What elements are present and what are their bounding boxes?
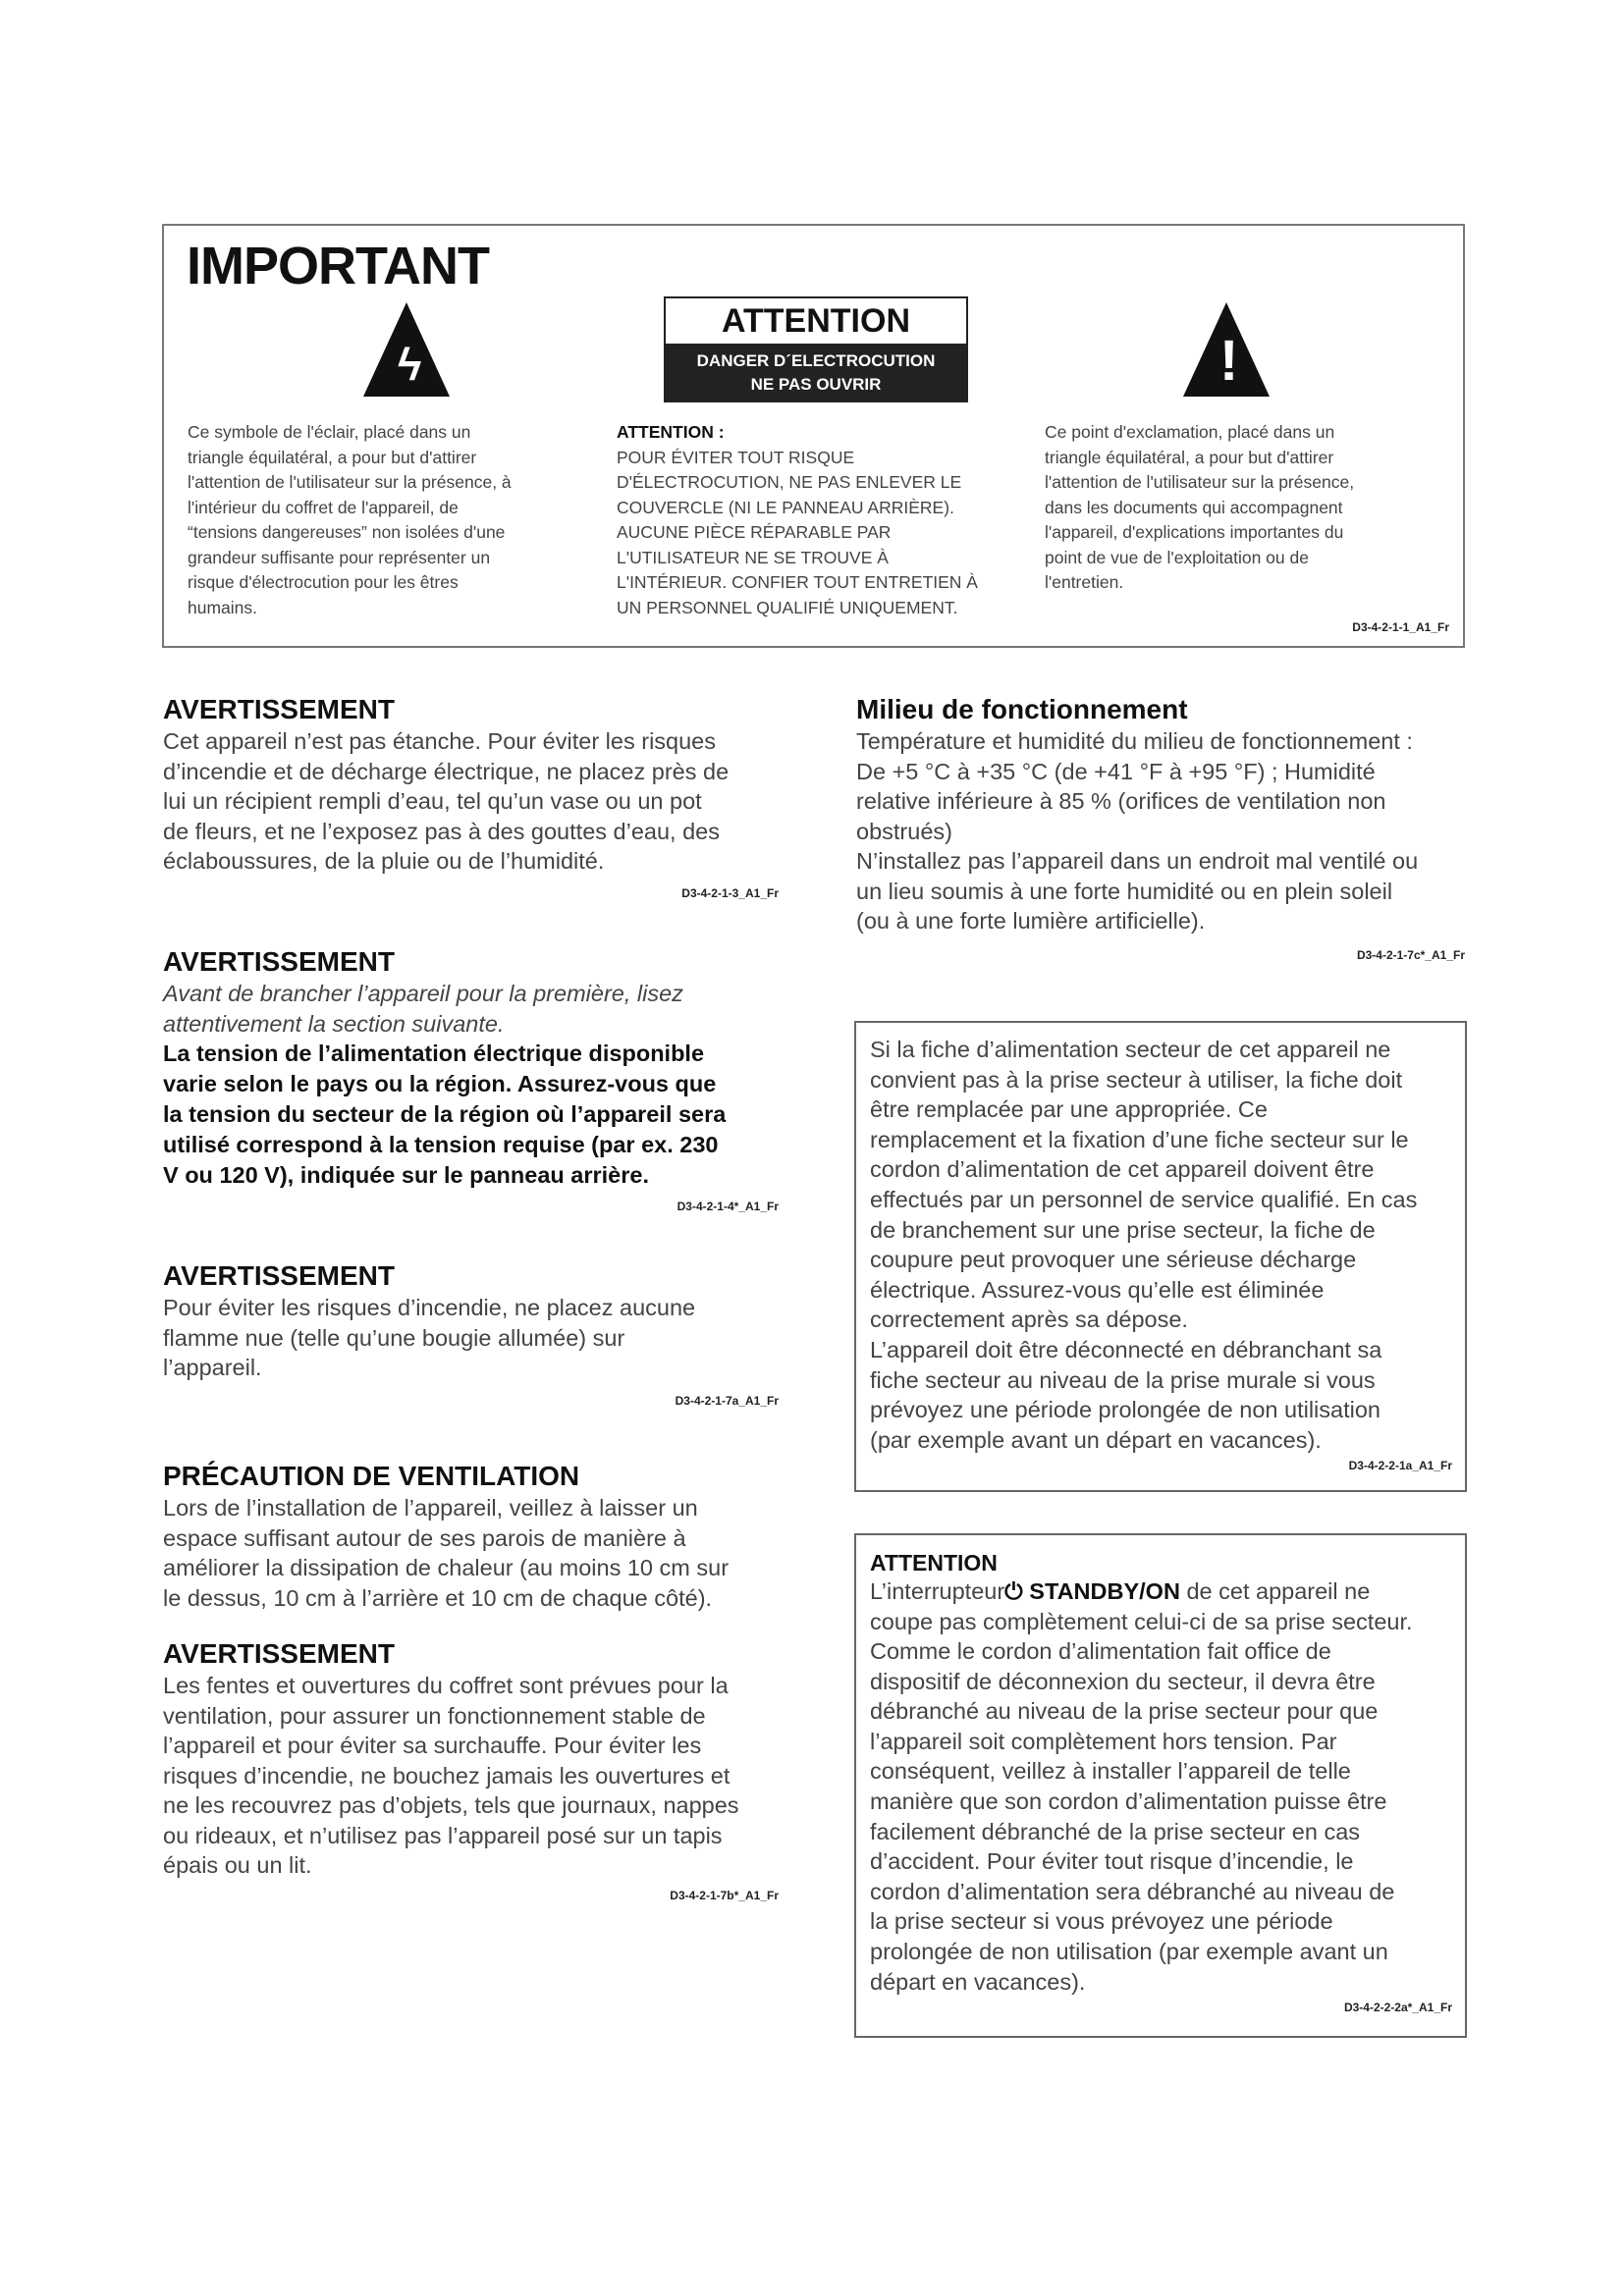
- reference-code: D3-4-2-1-7c*_A1_Fr: [1356, 948, 1465, 962]
- ventilation-section: [163, 1460, 782, 1613]
- box-text: coupe pas complètement celui-ci de sa prise secteur. Comme le cordon d’alimentation fait office de dispositif de déconnexion du secteur, il devra être débranché au niveau de la prise secteur pour que l’appareil soit complètement hors tension. Par conséquent, veillez à installer l’appareil de telle manière que son cordon d’alimentation puisse être facilement débranché de la prise secteur en cas d’accident. Pour éviter tout risque d’incendie, le cordon d’alimentation sera débranché au niveau de la prise secteur si vous prévoyez une période prolongée de non utilisation (par exemple avant un départ en vacances).: [870, 1608, 1413, 1995]
- attention-sign-title: ATTENTION: [666, 298, 966, 344]
- section-text: Les fentes et ouvertures du coffret sont prévues pour la ventilation, pour assurer un fonctionnement stable de l’appareil et pour éviter sa surchauffe. Pour éviter les risques d’incendie, ne bouchez jamais les ouvertures et ne les recouvrez pas d’objets, tels que journaux, nappes ou rideaux, et n’utilisez pas l’appareil posé sur un tapis épais ou un lit.: [163, 1673, 739, 1878]
- box-text-post: de cet appareil ne: [1179, 1578, 1371, 1604]
- attention-sign-subtitle: DANGER D´ELECTROCUTION NE PAS OUVRIR: [666, 344, 966, 400]
- standby-attention-box: [854, 1533, 1467, 2038]
- section-heading: AVERTISSEMENT: [163, 1638, 395, 1669]
- lightning-warning-icon: ϟ: [363, 302, 450, 397]
- box-text-pre: L’interrupteur: [870, 1578, 1005, 1604]
- section-heading: AVERTISSEMENT: [163, 946, 395, 977]
- section-bold-text: La tension de l’alimentation électrique disponible varie selon le pays ou la région. Assurez-vous que la tension du secteur de la région où l’appareil sera utilisé correspond à la tension requise (par ex. 230 V ou 120 V), indiquée sur le panneau arrière.: [163, 1041, 727, 1188]
- standby-on-label: STANDBY/ON: [1029, 1578, 1180, 1604]
- box-first-line: [870, 1576, 1452, 1607]
- warning-section-flame: [163, 1259, 782, 1383]
- reference-code: D3-4-2-1-1_A1_Fr: [1352, 620, 1449, 634]
- attention-heading: ATTENTION :: [617, 422, 725, 442]
- power-icon: ⏻: [1004, 1578, 1030, 1604]
- attention-notice: [617, 420, 978, 620]
- box-heading: ATTENTION: [870, 1550, 998, 1575]
- warning-section-water: [163, 693, 782, 877]
- box-text: Si la fiche d’alimentation secteur de cet appareil ne convient pas à la prise secteur à utiliser, la fiche doit être remplacée par une appropriée. Ce remplacement et la fixation d’une fiche secteur sur le cordon d’alimentation de cet appareil doivent être effectués par un personnel de service qualifié. En cas de branchement sur une prise secteur, la fiche de coupure peut provoquer une sérieuse décharge électrique. Assurez-vous qu’elle est éliminée correctement après sa dépose. L’appareil doit être déconnecté en débranchant sa fiche secteur au niveau de la prise murale si vous prévoyez une période prolongée de non utilisation (par exemple avant un départ en vacances).: [870, 1037, 1418, 1453]
- section-text: Cet appareil n’est pas étanche. Pour éviter les risques d’incendie et de décharge électrique, ne placez près de lui un récipient rempli d’eau, tel qu’un vase ou un pot de fleurs, et ne l’exposez pas à des gouttes d’eau, des éclaboussures, de la pluie ou de l’humidité.: [163, 728, 730, 874]
- warning-section-openings: [163, 1637, 782, 1881]
- reference-code: D3-4-2-1-7a_A1_Fr: [675, 1394, 779, 1408]
- reference-code: D3-4-2-2-2a*_A1_Fr: [1343, 2001, 1452, 2015]
- exclamation-symbol-description: Ce point d'exclamation, placé dans un triangle équilatéral, a pour but d'attirer l'attention de l'utilisateur sur la présence, dans les documents qui accompagnent l'appareil, d'explications importantes du point de vue de l'exploitation ou de l'entretien.: [1045, 422, 1355, 592]
- section-heading: Milieu de fonctionnement: [856, 694, 1188, 724]
- section-heading: AVERTISSEMENT: [163, 694, 395, 724]
- warning-section-voltage: [163, 945, 782, 1191]
- reference-code: D3-4-2-1-3_A1_Fr: [681, 886, 779, 900]
- important-title: IMPORTANT: [187, 237, 489, 295]
- section-text: Lors de l’installation de l’appareil, veillez à laisser un espace suffisant autour de ses parois de manière à améliorer la dissipation de chaleur (au moins 10 cm sur le dessus, 10 cm à l’arrière et 10 cm de chaque côté).: [163, 1495, 730, 1611]
- section-heading: PRÉCAUTION DE VENTILATION: [163, 1461, 580, 1491]
- operating-environment-section: [856, 693, 1475, 936]
- section-heading: AVERTISSEMENT: [163, 1260, 395, 1291]
- section-intro: Avant de brancher l’appareil pour la première, lisez attentivement la section suivante.: [163, 981, 683, 1037]
- attention-sign: [664, 296, 968, 402]
- attention-text: POUR ÉVITER TOUT RISQUE D'ÉLECTROCUTION, NE PAS ENLEVER LE COUVERCLE (NI LE PANNEAU ARRIÈRE). AUCUNE PIÈCE RÉPARABLE PAR L'UTILISATEUR NE SE TROUVE À L'INTÉRIEUR. CONFIER TOUT ENTRETIEN À UN PERSONNEL QUALIFIÉ UNIQUEMENT.: [617, 447, 978, 617]
- section-text: Température et humidité du milieu de fonctionnement : De +5 °C à +35 °C (de +41 °F à +95 °F) ; Humidité relative inférieure à 85 % (orifices de ventilation non obstrués) N’installez pas l’appareil dans un endroit mal ventilé ou un lieu soumis à une forte humidité ou en plein soleil (ou à une forte lumière artificielle).: [856, 728, 1419, 934]
- exclamation-warning-icon: !: [1183, 302, 1270, 397]
- section-text: Pour éviter les risques d’incendie, ne placez aucune flamme nue (telle qu’une bougie allumée) sur l’appareil.: [163, 1295, 696, 1380]
- reference-code: D3-4-2-1-7b*_A1_Fr: [670, 1889, 779, 1902]
- lightning-symbol-description: Ce symbole de l'éclair, placé dans un triangle équilatéral, a pour but d'attirer l'attention de l'utilisateur sur la présence, à l'intérieur du coffret de l'appareil, de “tensions dangereuses” non isolées d'une grandeur suffisante pour représenter un risque d'électrocution pour les êtres humains.: [188, 422, 512, 617]
- reference-code: D3-4-2-2-1a_A1_Fr: [1348, 1459, 1452, 1473]
- reference-code: D3-4-2-1-4*_A1_Fr: [677, 1200, 779, 1213]
- plug-replacement-box: [854, 1021, 1467, 1492]
